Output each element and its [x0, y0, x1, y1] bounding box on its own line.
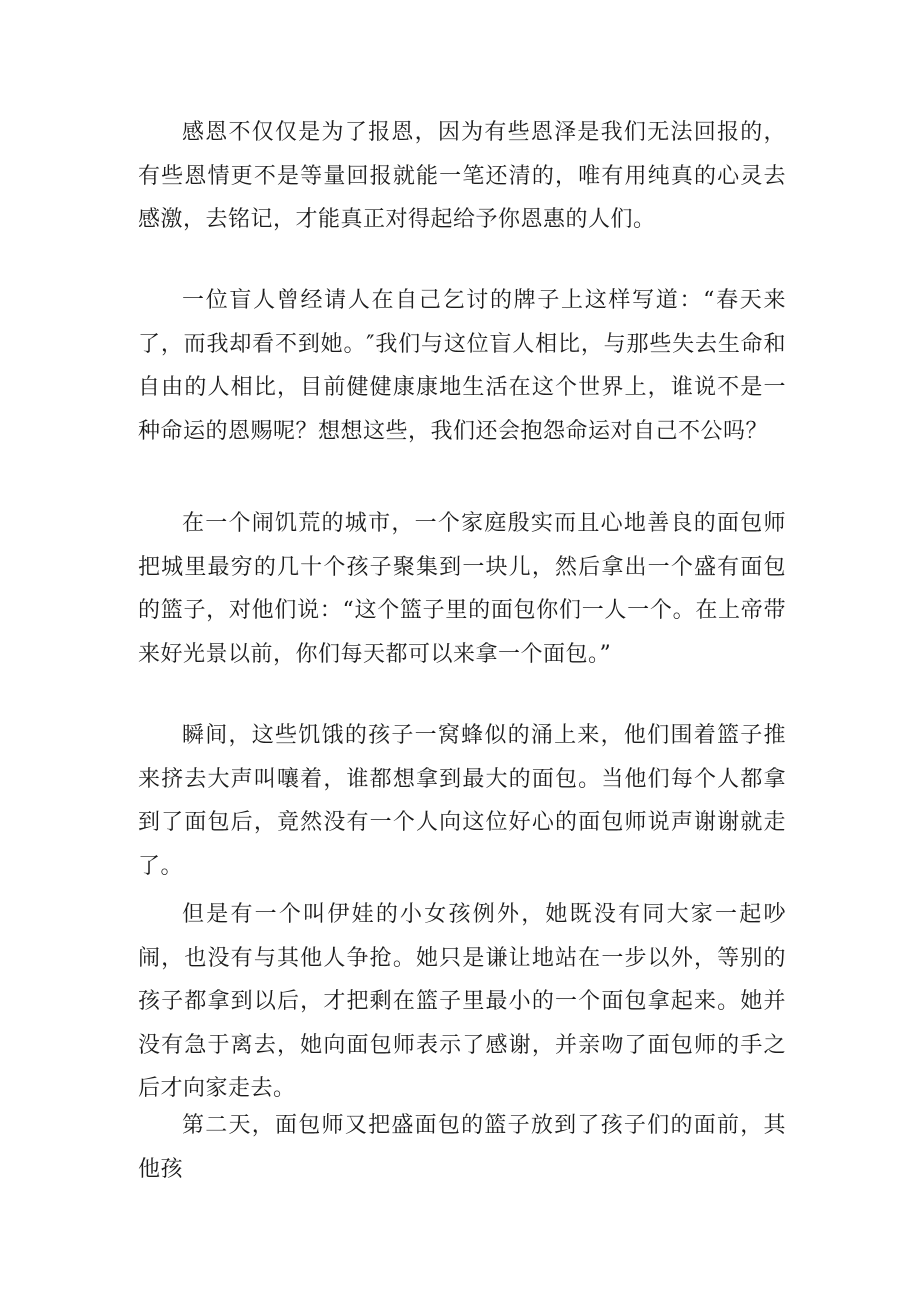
paragraph-second-day: 第二天，面包师又把盛面包的篮子放到了孩子们的面前，其他孩 [138, 1113, 786, 1182]
paragraph-baker-basket: 在一个闹饥荒的城市，一个家庭殷实而且心地善良的面包师把城里最穷的几十个孩子聚集到一块儿，然后拿出一个盛有面包的篮子，对他们说：“这个篮子里的面包你们一人一个。在上帝带来好光景以前，你们每天都可以来拿一个面包。” [138, 511, 786, 667]
paragraph-children-rush: 瞬间，这些饥饿的孩子一窝蜂似的涌上来，他们围着篮子推来挤去大声叫嚷着，谁都想拿到最大的面包。当他们每个人都拿到了面包后，竟然没有一个人向这位好心的面包师说声谢谢就走了。 [138, 723, 786, 879]
paragraph-blind-man: 一位盲人曾经请人在自己乞讨的牌子上这样写道：“春天来了，而我却看不到她。″我们与这位盲人相比，与那些失去生命和自由的人相比，目前健健康康地生活在这个世界上，谁说不是一种命运的恩赐呢？想想这些，我们还会抱怨命运对自己不公吗？ [138, 288, 786, 444]
paragraph-eva: 但是有一个叫伊娃的小女孩例外，她既没有同大家一起吵闹，也没有与其他人争抢。她只是谦让地站在一步以外，等别的孩子都拿到以后，才把剩在篮子里最小的一个面包拿起来。她并没有急于离去，她向面包师表示了感谢，并亲吻了面包师的手之后才向家走去。 [138, 902, 786, 1101]
paragraph-gratitude: 感恩不仅仅是为了报恩，因为有些恩泽是我们无法回报的，有些恩情更不是等量回报就能一笔还清的，唯有用纯真的心灵去感激，去铭记，才能真正对得起给予你恩惠的人们。 [138, 120, 786, 232]
